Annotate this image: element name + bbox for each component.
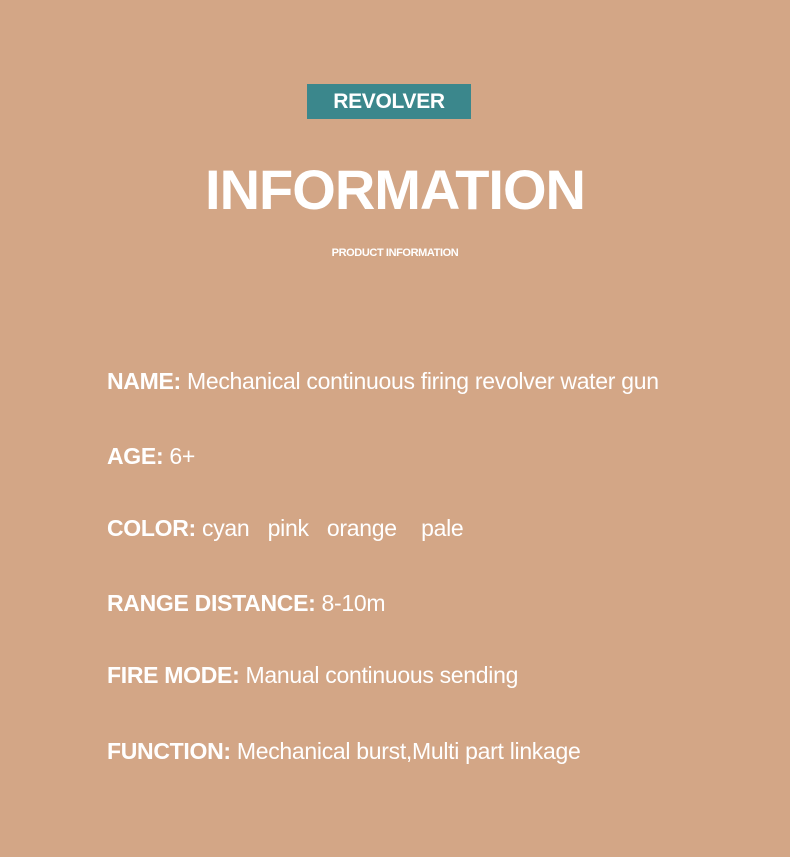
info-row-age	[107, 441, 195, 471]
info-label: AGE:	[107, 443, 164, 469]
info-row-fire-mode	[107, 660, 518, 690]
info-row-color	[107, 513, 463, 543]
page-subtitle: PRODUCT INFORMATION	[331, 247, 459, 259]
info-row-function	[107, 736, 580, 766]
info-value: Mechanical burst,Multi part linkage	[230, 738, 581, 764]
info-row-name	[107, 366, 659, 396]
info-value: Mechanical continuous firing revolver water gun	[180, 368, 659, 394]
info-value: 6+	[163, 443, 196, 469]
info-row-range-distance	[107, 588, 385, 618]
info-value: cyan pink orange pale	[195, 515, 464, 541]
info-value: Manual continuous sending	[239, 662, 519, 688]
info-label: FUNCTION:	[107, 738, 231, 764]
info-label: FIRE MODE:	[107, 662, 240, 688]
info-label: NAME:	[107, 368, 181, 394]
info-value: 8-10m	[315, 590, 386, 616]
info-label: RANGE DISTANCE:	[107, 590, 316, 616]
info-label: COLOR:	[107, 515, 196, 541]
page-title: INFORMATION	[205, 158, 585, 221]
category-badge: REVOLVER	[307, 84, 471, 119]
